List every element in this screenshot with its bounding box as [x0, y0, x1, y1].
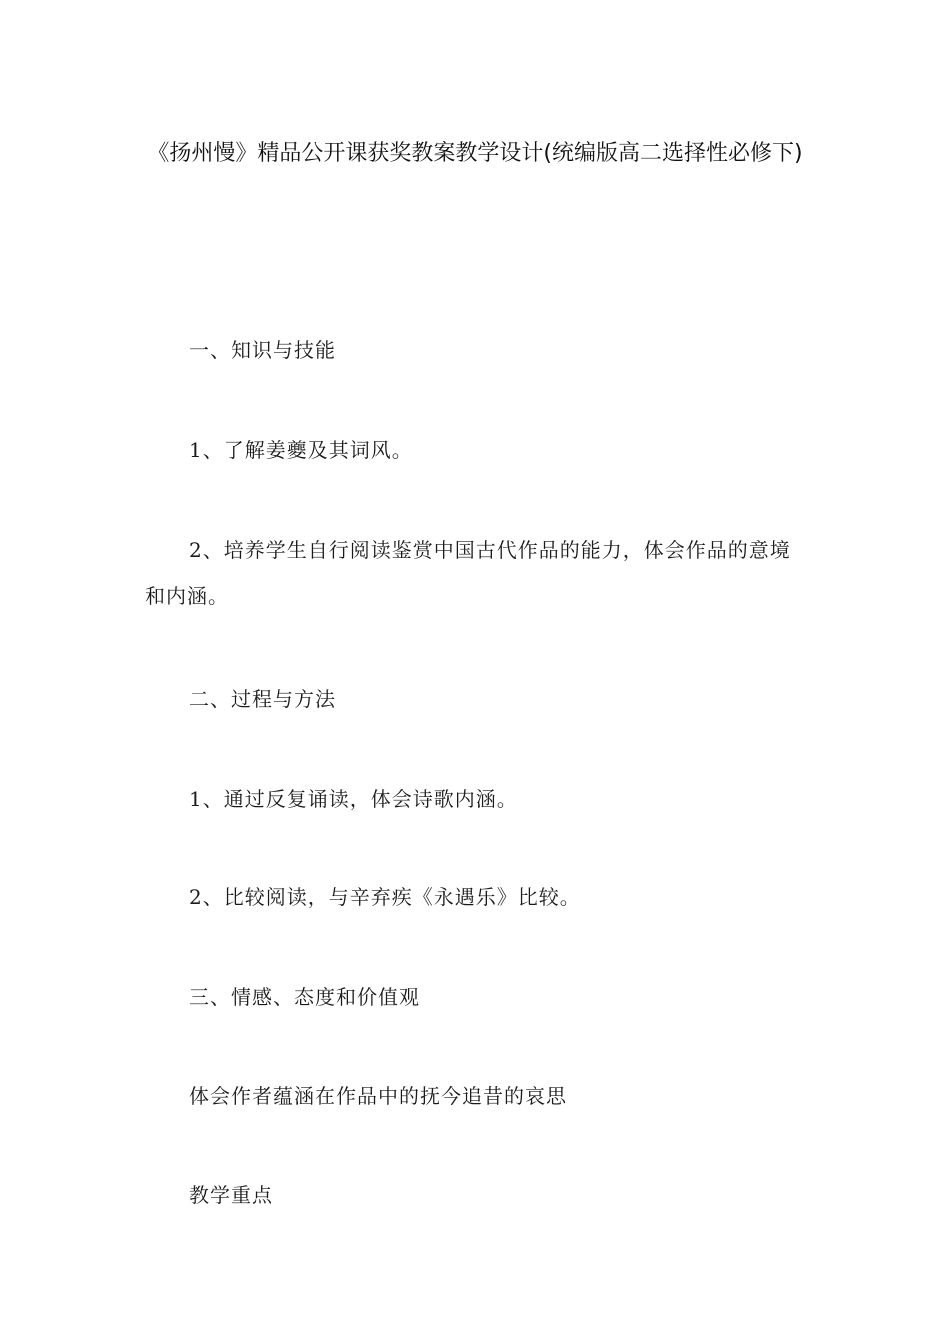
section-heading-knowledge-skills: 一、知识与技能 [189, 338, 336, 362]
paragraph-item: 1、了解姜夔及其词风。 [189, 438, 413, 462]
document-title: 《扬州慢》精品公开课获奖教案教学设计(统编版高二选择性必修下) [147, 141, 803, 166]
paragraph-item: 2、培养学生自行阅读鉴赏中国古代作品的能力，体会作品的意境和内涵。 [145, 538, 791, 608]
paragraph-item: 体会作者蕴涵在作品中的抚今追昔的哀思 [189, 1084, 567, 1108]
paragraph-item: 2、比较阅读，与辛弃疾《永遇乐》比较。 [189, 885, 581, 909]
paragraph-item: 1、通过反复诵读，体会诗歌内涵。 [189, 787, 518, 811]
section-heading-process-methods: 二、过程与方法 [189, 687, 336, 711]
section-heading-teaching-focus: 教学重点 [189, 1183, 273, 1207]
section-heading-emotions-values: 三、情感、态度和价值观 [189, 985, 420, 1009]
